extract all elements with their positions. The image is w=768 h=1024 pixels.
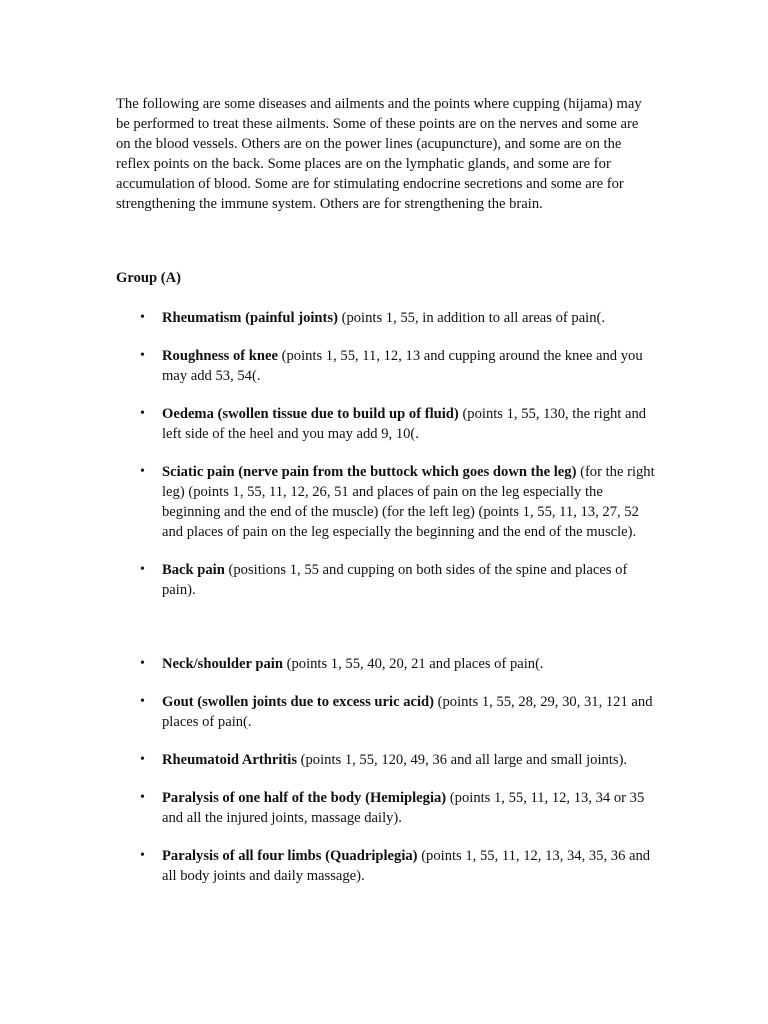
item-description: (points 1, 55, 120, 49, 36 and all large and small joints). (297, 752, 628, 768)
item-term: Back pain (162, 562, 225, 578)
ailment-list (116, 308, 658, 886)
item-term: Paralysis of one half of the body (Hemiplegia) (162, 790, 447, 806)
item-description: (points 1, 55, 28, 29, 30, 31, 121 and places of pain(. (162, 694, 653, 730)
bullet-icon: • (140, 464, 145, 479)
item-term: Rheumatoid Arthritis (162, 752, 297, 768)
list-item (116, 308, 656, 328)
item-description: (for the right leg) (points 1, 55, 11, 12, 26, 51 and places of pain on the leg especially the beginning and the end of the muscle) (for the left leg) (points 1, 55, 11, 13, 27, 52 and places of pain on the leg especially the beginning and the end of the muscle). (162, 464, 655, 540)
item-description: (points 1, 55, 11, 12, 13, 34, 35, 36 and all body joints and daily massage). (162, 848, 651, 884)
item-description: (points 1, 55, 11, 12, 13, 34 or 35 and all the injured joints, massage daily). (162, 790, 645, 826)
intro-paragraph: The following are some diseases and ailments and the points where cupping (hijama) may be performed to treat these ailments. Some of these points are on the nerves and some are on the blood vessels. Others are on the power lines (acupuncture), and some are on the reflex points on the back. Some places are on the lymphatic glands, and some are for accumulation of blood. Some are for stimulating endocrine secretions and some are for strengthening the immune system. Others are for strengthening the brain. (116, 96, 642, 212)
bullet-icon: • (140, 406, 145, 421)
item-description: (points 1, 55, in addition to all areas of pain(. (337, 310, 606, 326)
item-term: Rheumatism (painful joints) (162, 310, 338, 326)
bullet-icon: • (140, 656, 145, 671)
list-item (116, 462, 656, 542)
list-item (116, 788, 656, 828)
item-term: Paralysis of all four limbs (Quadriplegia) (162, 848, 418, 864)
item-description: (points 1, 55, 40, 20, 21 and places of pain(. (282, 656, 544, 672)
bullet-icon: • (140, 848, 145, 863)
list-item (116, 750, 656, 770)
item-term: Oedema (swollen tissue due to build up of fluid) (162, 406, 459, 422)
item-description: (points 1, 55, 11, 12, 13 and cupping around the knee and you may add 53, 54(. (162, 348, 643, 384)
list-item (116, 404, 656, 444)
item-term: Gout (swollen joints due to excess uric acid) (162, 694, 434, 710)
bullet-icon: • (140, 562, 145, 577)
list-item (116, 692, 656, 732)
list-item (116, 846, 656, 886)
bullet-icon: • (140, 752, 145, 767)
item-term: Sciatic pain (nerve pain from the buttock which goes down the leg) (162, 464, 577, 480)
bullet-icon: • (140, 790, 145, 805)
bullet-icon: • (140, 694, 145, 709)
list-item (116, 560, 656, 600)
list-item (116, 654, 656, 674)
item-term: Neck/shoulder pain (162, 656, 283, 672)
group-heading: Group (A) (116, 270, 182, 286)
item-description: (positions 1, 55 and cupping on both sides of the spine and places of pain). (162, 562, 628, 598)
item-term: Roughness of knee (162, 348, 278, 364)
item-description: (points 1, 55, 130, the right and left side of the heel and you may add 9, 10(. (162, 406, 647, 442)
list-item (116, 346, 656, 386)
bullet-icon: • (140, 310, 145, 325)
bullet-icon: • (140, 348, 145, 363)
